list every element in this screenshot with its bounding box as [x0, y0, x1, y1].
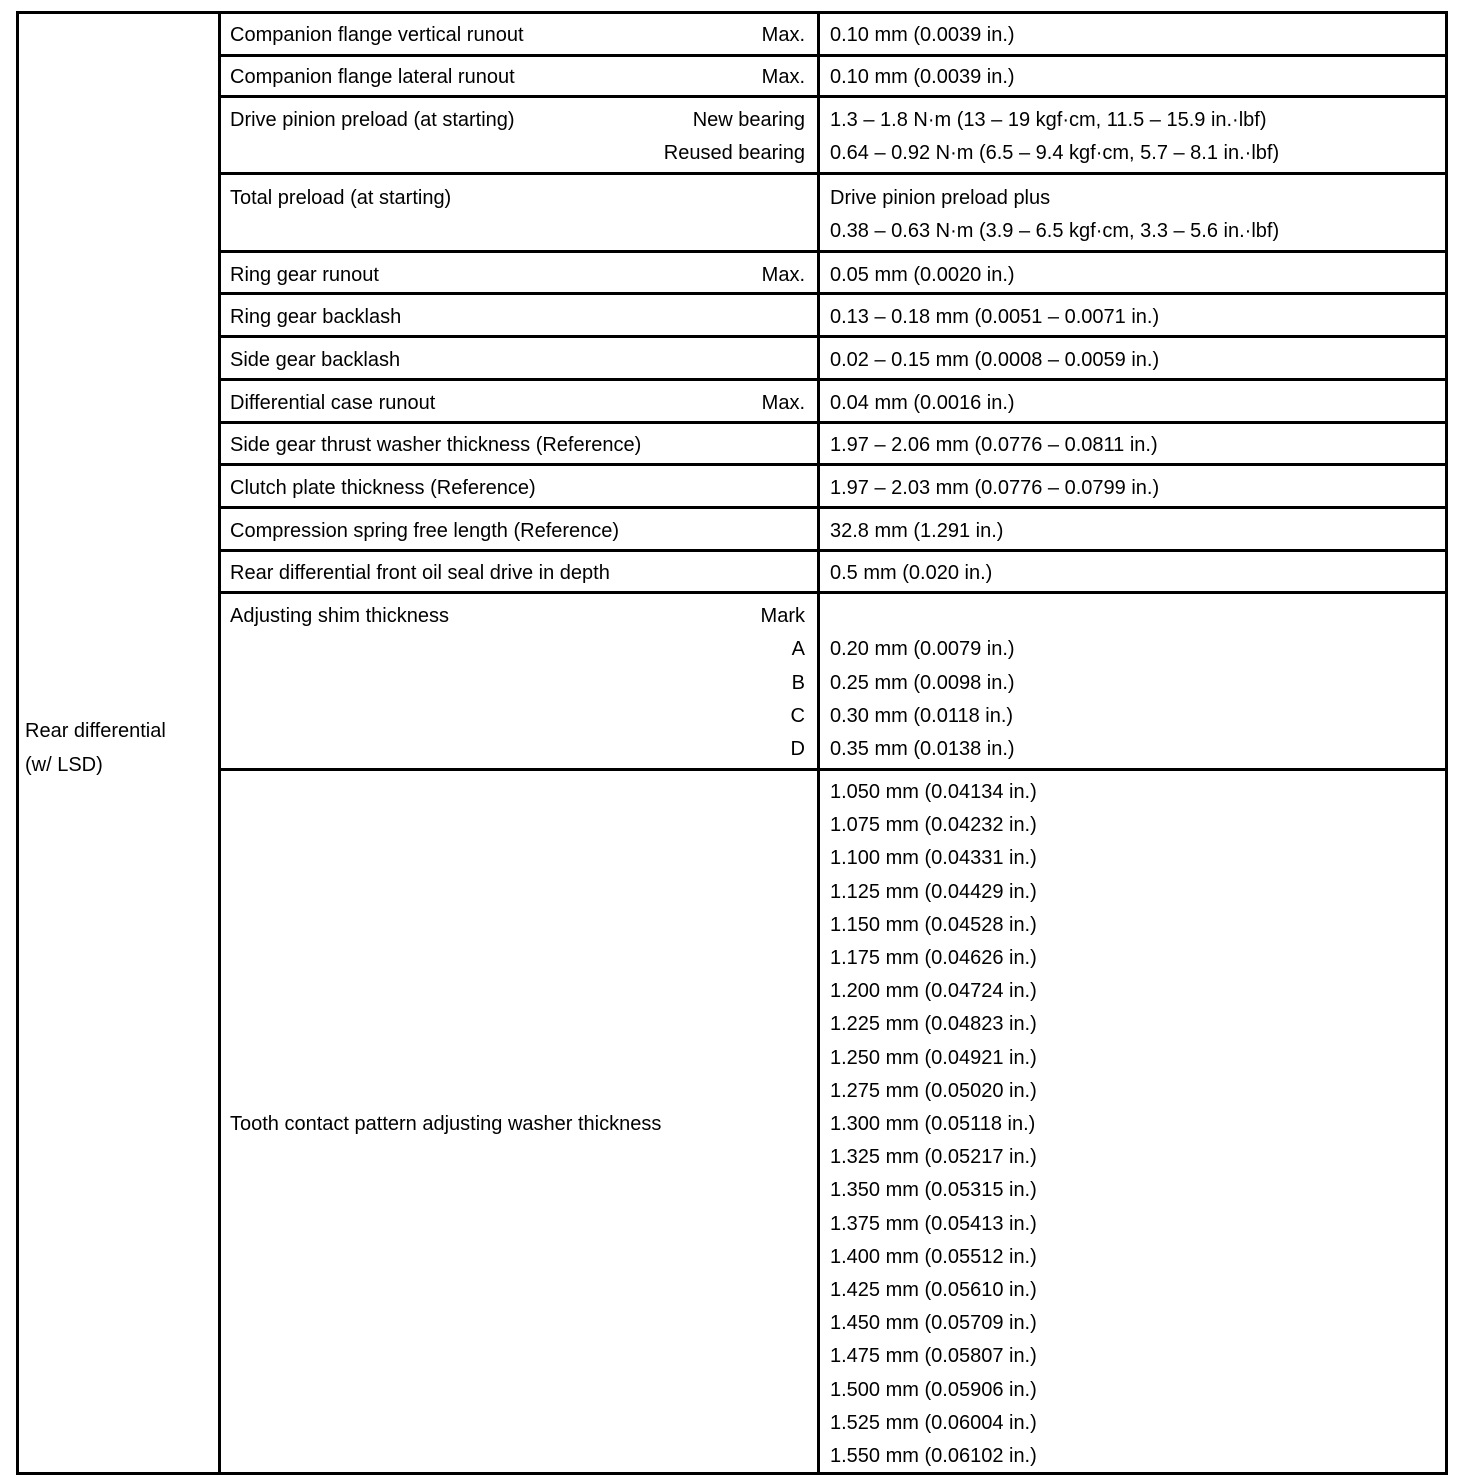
spec-value: 1.97 – 2.06 mm (0.0776 – 0.0811 in.) — [830, 434, 1158, 456]
qualifier-label: Max. — [761, 264, 805, 286]
row-separator — [218, 54, 1448, 57]
spec-value: 1.500 mm (0.05906 in.) — [830, 1378, 1037, 1401]
spec-value: 0.02 – 0.15 mm (0.0008 – 0.0059 in.) — [830, 349, 1160, 371]
spec-value: 0.04 mm (0.0016 in.) — [830, 392, 1015, 414]
group-label-line-1: Rear differential — [25, 720, 166, 742]
item-label: Total preload (at starting) — [230, 187, 452, 209]
spec-value: 1.525 mm (0.06004 in.) — [830, 1411, 1037, 1434]
spec-value: 0.25 mm (0.0098 in.) — [830, 672, 1015, 694]
item-label: Tooth contact pattern adjusting washer thickness — [230, 1113, 662, 1135]
row-separator — [218, 335, 1448, 338]
spec-value: 1.050 mm (0.04134 in.) — [830, 781, 1037, 803]
item-label: Ring gear runout — [230, 264, 379, 286]
spec-value: 0.64 – 0.92 N·m (6.5 – 9.4 kgf·cm, 5.7 – 8.1 in.·lbf) — [830, 142, 1280, 164]
spec-value: 1.250 mm (0.04921 in.) — [830, 1046, 1037, 1069]
item-label: Side gear backlash — [230, 349, 401, 371]
qualifier-label: Reused bearing — [663, 142, 805, 164]
spec-value: 0.5 mm (0.020 in.) — [830, 562, 993, 584]
qualifier-label: New bearing — [692, 109, 805, 131]
group-column-divider — [218, 11, 221, 1475]
spec-value: 1.97 – 2.03 mm (0.0776 – 0.0799 in.) — [830, 477, 1160, 499]
item-label: Companion flange lateral runout — [230, 66, 515, 88]
mark-label: C — [790, 705, 805, 727]
value-column-divider — [817, 11, 820, 1475]
spec-value: 1.200 mm (0.04724 in.) — [830, 980, 1037, 1003]
row-separator — [218, 506, 1448, 509]
item-label: Adjusting shim thickness — [230, 605, 449, 627]
spec-value: 0.38 – 0.63 N·m (3.9 – 6.5 kgf·cm, 3.3 – 5.6 in.·lbf) — [830, 220, 1280, 242]
row-separator — [218, 250, 1448, 253]
group-label-line-2: (w/ LSD) — [25, 754, 103, 776]
qualifier-label: Max. — [761, 66, 805, 88]
item-label: Drive pinion preload (at starting) — [230, 109, 515, 131]
mark-header: Mark — [760, 605, 805, 627]
spec-value: 1.100 mm (0.04331 in.) — [830, 847, 1037, 870]
row-separator — [218, 591, 1448, 594]
spec-value: 1.225 mm (0.04823 in.) — [830, 1013, 1037, 1036]
mark-label: A — [791, 638, 805, 660]
spec-value: Drive pinion preload plus — [830, 187, 1051, 209]
item-label: Clutch plate thickness (Reference) — [230, 477, 536, 499]
spec-value: 1.3 – 1.8 N·m (13 – 19 kgf·cm, 11.5 – 15.9 in.·lbf) — [830, 109, 1267, 131]
spec-value: 1.400 mm (0.05512 in.) — [830, 1245, 1037, 1268]
spec-value: 1.425 mm (0.05610 in.) — [830, 1279, 1037, 1301]
item-label: Companion flange vertical runout — [230, 24, 524, 46]
spec-value: 1.375 mm (0.05413 in.) — [830, 1212, 1037, 1235]
item-label: Compression spring free length (Reference) — [230, 520, 620, 542]
spec-value: 1.150 mm (0.04528 in.) — [830, 913, 1037, 936]
spec-value: 1.125 mm (0.04429 in.) — [830, 880, 1037, 903]
row-separator — [218, 463, 1448, 466]
spec-value: 0.05 mm (0.0020 in.) — [830, 264, 1015, 286]
mark-label: D — [790, 738, 805, 760]
spec-value: 1.300 mm (0.05118 in.) — [830, 1113, 1036, 1135]
spec-value: 1.075 mm (0.04232 in.) — [830, 814, 1037, 837]
spec-value: 0.10 mm (0.0039 in.) — [830, 66, 1015, 88]
spec-value: 1.550 mm (0.06102 in.) — [830, 1445, 1037, 1467]
row-separator — [218, 95, 1448, 98]
spec-value: 1.325 mm (0.05217 in.) — [830, 1146, 1037, 1169]
spec-value: 1.175 mm (0.04626 in.) — [830, 947, 1037, 969]
spec-value: 1.275 mm (0.05020 in.) — [830, 1079, 1037, 1102]
mark-label: B — [791, 672, 805, 694]
row-separator — [218, 378, 1448, 381]
item-label: Differential case runout — [230, 392, 436, 414]
item-label: Side gear thrust washer thickness (Reference) — [230, 434, 642, 456]
item-label: Ring gear backlash — [230, 306, 402, 328]
spec-value: 1.475 mm (0.05807 in.) — [830, 1345, 1037, 1368]
item-label: Rear differential front oil seal drive in depth — [230, 562, 610, 584]
spec-value: 0.20 mm (0.0079 in.) — [830, 638, 1015, 660]
spec-value: 0.35 mm (0.0138 in.) — [830, 738, 1015, 760]
row-separator — [218, 421, 1448, 424]
row-separator — [218, 172, 1448, 175]
spec-value: 1.450 mm (0.05709 in.) — [830, 1312, 1037, 1335]
spec-value: 0.10 mm (0.0039 in.) — [830, 24, 1015, 46]
qualifier-label: Max. — [761, 24, 805, 46]
row-separator — [218, 292, 1448, 295]
row-separator — [218, 768, 1448, 771]
spec-value: 1.350 mm (0.05315 in.) — [830, 1179, 1037, 1202]
spec-value: 32.8 mm (1.291 in.) — [830, 520, 1004, 542]
qualifier-label: Max. — [761, 392, 805, 414]
row-separator — [218, 549, 1448, 552]
spec-value: 0.30 mm (0.0118 in.) — [830, 705, 1014, 727]
spec-value: 0.13 – 0.18 mm (0.0051 – 0.0071 in.) — [830, 306, 1160, 328]
